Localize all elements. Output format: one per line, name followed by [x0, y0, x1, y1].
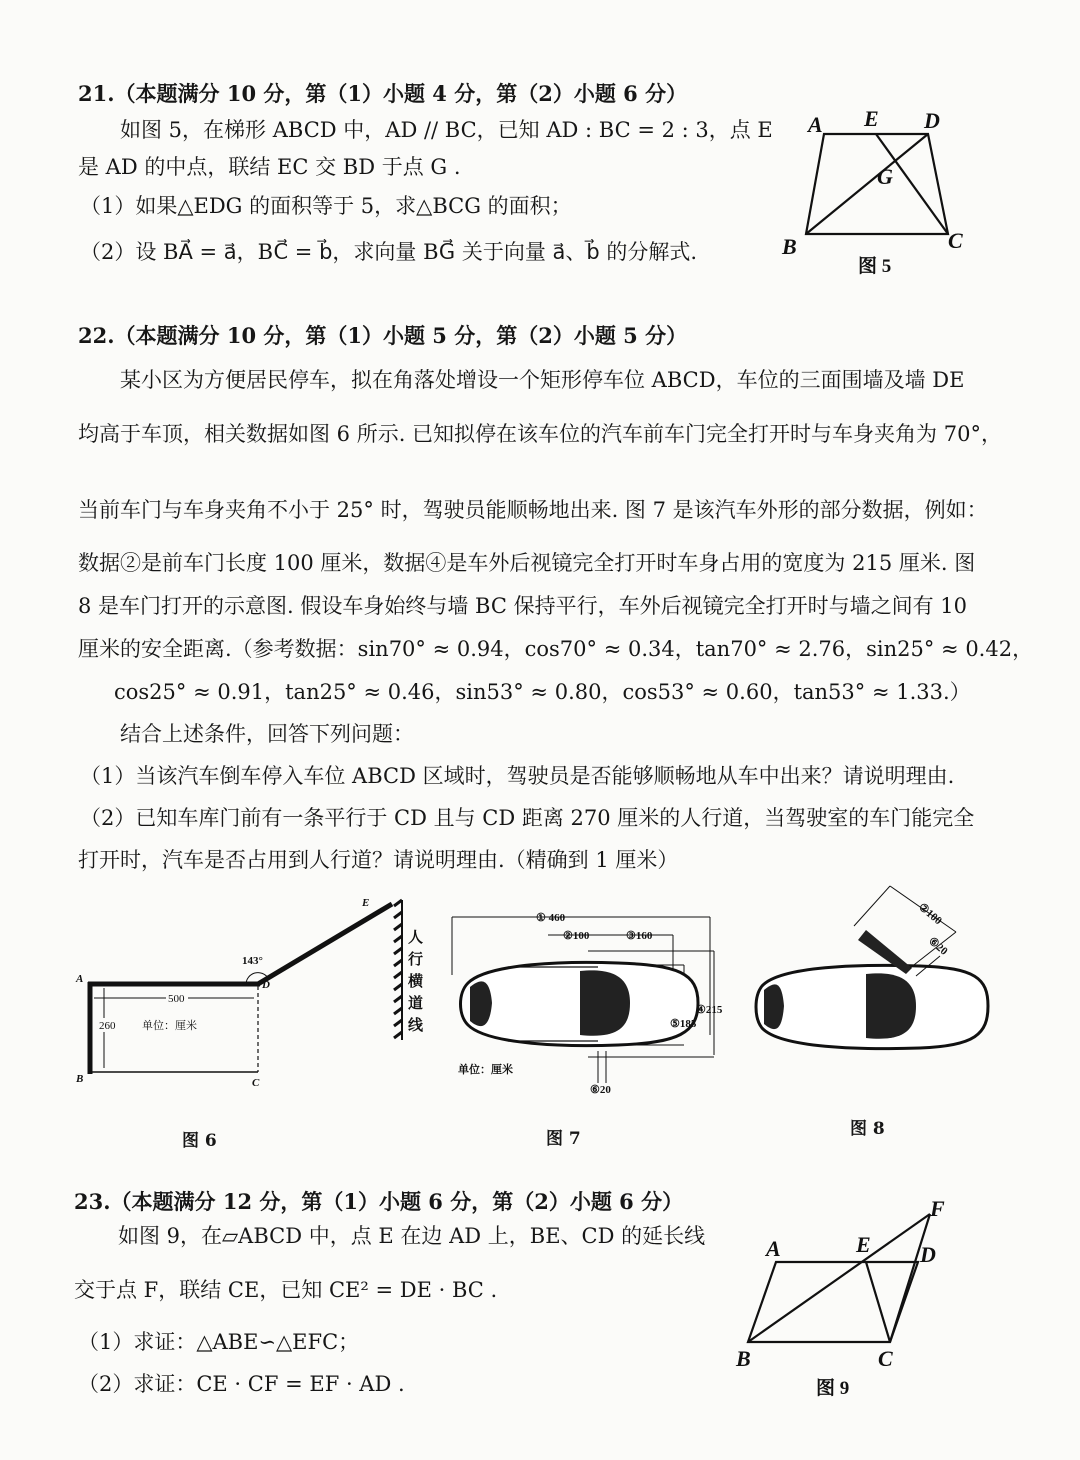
fig9-label-a: A [766, 1236, 781, 1261]
crosswalk-char-5: 线 [408, 1018, 424, 1034]
label-260: 260 [99, 1020, 116, 1032]
fig8-dim-20: ⑥20 [926, 935, 950, 958]
q23-stem-line2: 交于点 F，联结 CE，已知 CE² = DE · BC . [74, 1278, 498, 1302]
label-g: G [877, 164, 893, 189]
crosswalk-char-3: 横 [408, 974, 424, 990]
dim-160: ③160 [626, 930, 653, 942]
figure-6-caption: 图 6 [182, 1131, 217, 1151]
segment-ce [866, 1262, 890, 1342]
figure-5-trapezoid [770, 100, 990, 280]
q22-paragraph-2: 均高于车顶，相关数据如图 6 所示. 已知拟停在该车位的汽车前车门完全打开时与车身夹角为 70°， [78, 422, 1002, 446]
segment-bf [748, 1214, 930, 1342]
dim-185: ⑤185 [670, 1018, 697, 1030]
crosswalk-char-1: 人 [408, 930, 424, 946]
q22-paragraph-3: 当前车门与车身夹角不小于 25° 时，驾驶员能顺畅地出来. 图 7 是该汽车外形的部分数据，例如： [78, 498, 988, 522]
q22-paragraph-8: 结合上述条件，回答下列问题： [120, 722, 414, 746]
q22-part2-line2: 打开时，汽车是否占用到人行道？请说明理由.（精确到 1 厘米） [78, 848, 679, 872]
q23-header: 23.（本题满分 12 分，第（1）小题 6 分，第（2）小题 6 分） [74, 1189, 684, 1214]
crosswalk-char-4: 道 [408, 996, 424, 1012]
fig9-label-f: F [930, 1196, 945, 1221]
figure-6-parking-spot [70, 890, 440, 1090]
figure-8-caption: 图 8 [850, 1119, 885, 1139]
dim-460: ① 460 [536, 912, 566, 924]
fig6-label-c: C [252, 1077, 260, 1089]
wall-de [258, 904, 392, 984]
q22-paragraph-1: 某小区为方便居民停车，拟在角落处增设一个矩形停车位 ABCD，车位的三面围墙及墙 DE [120, 368, 965, 392]
q22-paragraph-4: 数据②是前车门长度 100 厘米，数据④是车外后视镜完全打开时车身占用的宽度为 215 厘米. 图 [78, 551, 976, 575]
label-e: E [864, 106, 879, 131]
parallelogram-abcd [748, 1262, 918, 1342]
fig6-label-d: D [262, 979, 270, 991]
q21-header: 21.（本题满分 10 分，第（1）小题 4 分，第（2）小题 6 分） [78, 81, 688, 106]
label-500: 500 [168, 993, 185, 1005]
dim-215: ④215 [696, 1004, 723, 1016]
q21-stem-line1: 如图 5，在梯形 ABCD 中，AD // BC，已知 AD : BC = 2 : 3，点 E [120, 118, 773, 142]
q22-paragraph-7: cos25° ≈ 0.91，tan25° ≈ 0.46，sin53° ≈ 0.80，cos53° ≈ 0.60，tan53° ≈ 1.33.） [114, 680, 971, 704]
fig7-unit: 单位：厘米 [458, 1064, 513, 1076]
q23-part1: （1）求证：△ABE∽△EFC； [78, 1330, 360, 1354]
dim-20: ⑥20 [590, 1084, 611, 1096]
car-roof [580, 970, 630, 1035]
figure-9-caption: 图 9 [816, 1378, 850, 1399]
q22-part1: （1）当该汽车倒车停入车位 ABCD 区域时，驾驶员是否能够顺畅地从车中出来？请说明理由. [80, 764, 955, 788]
fig9-label-e: E [856, 1232, 871, 1257]
label-143-degrees: 143° [242, 955, 263, 967]
label-d: D [924, 108, 940, 133]
fig6-label-e: E [362, 897, 370, 909]
q22-paragraph-5: 8 是车门打开的示意图. 假设车身始终与墙 BC 保持平行，车外后视镜完全打开时与墙之间有 10 [78, 594, 968, 618]
figure-7-caption: 图 7 [546, 1129, 581, 1149]
q23-stem-line1: 如图 9，在▱ABCD 中，点 E 在边 AD 上，BE、CD 的延长线 [118, 1224, 706, 1248]
fig9-label-b: B [736, 1346, 751, 1371]
label-b: B [782, 234, 797, 259]
fig6-label-b: B [76, 1073, 84, 1085]
fig6-label-a: A [76, 973, 84, 985]
q21-part1: （1）如果△EDG 的面积等于 5，求△BCG 的面积； [80, 194, 572, 218]
q22-paragraph-6: 厘米的安全距离.（参考数据：sin70° ≈ 0.94，cos70° ≈ 0.34，tan70° ≈ 2.76，sin25° ≈ 0.42， [78, 637, 1034, 661]
segment-bd [806, 134, 928, 234]
figure-5-caption: 图 5 [858, 256, 892, 277]
q23-part2: （2）求证：CE · CF = EF · AD . [78, 1372, 405, 1396]
car-roof-fig8 [866, 973, 916, 1038]
fig6-unit: 单位：厘米 [142, 1020, 197, 1032]
crosswalk-char-2: 行 [408, 952, 424, 968]
q21-stem-line2: 是 AD 的中点，联结 EC 交 BD 于点 G . [78, 155, 461, 179]
car-body [461, 962, 699, 1045]
dim-100: ②100 [563, 930, 590, 942]
q22-part2-line1: （2）已知车库门前有一条平行于 CD 且与 CD 距离 270 厘米的人行道，当驾驶室的车门能完全 [80, 806, 975, 830]
fig9-label-d: D [920, 1242, 936, 1267]
fig9-label-c: C [878, 1346, 893, 1371]
figure-9-parallelogram [730, 1190, 960, 1405]
segment-cf [890, 1214, 930, 1342]
q22-header: 22.（本题满分 10 分，第（1）小题 5 分，第（2）小题 5 分） [78, 323, 688, 348]
figure-7-car-dimensions [448, 905, 738, 1105]
label-c: C [948, 228, 963, 253]
figure-8-door-open [750, 880, 1000, 1100]
label-a: A [808, 112, 823, 137]
q21-part2: （2）设 BA⃗ = a⃗，BC⃗ = b⃗，求向量 BG⃗ 关于向量 a⃗、b⃗ 的分解式. [80, 240, 698, 264]
fig8-dim-100: ②100 [916, 901, 944, 928]
